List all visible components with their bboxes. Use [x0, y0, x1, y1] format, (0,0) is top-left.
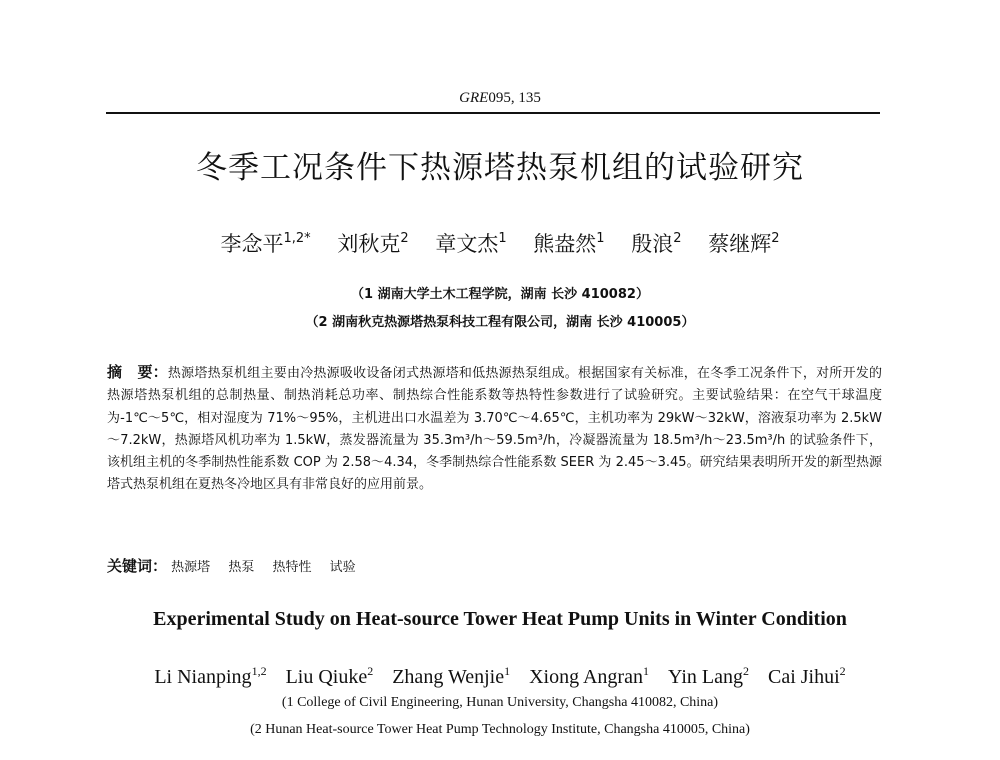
author-name: 熊盎然: [533, 232, 597, 256]
keywords-label: 关键词：: [107, 557, 168, 575]
english-title: Experimental Study on Heat-source Tower Heat Pump Units in Winter Condition: [153, 608, 847, 630]
keyword: 试验: [329, 560, 356, 575]
chinese-author: [708, 232, 779, 256]
chinese-author: [631, 232, 681, 256]
keyword: 热泵: [228, 560, 255, 575]
english-author: [768, 666, 846, 688]
chinese-affiliation-1: （1 湖南大学土木工程学院，湖南 长沙 410082）: [351, 287, 649, 302]
author-affiliation-mark: 2: [839, 664, 846, 678]
english-author-list: [0, 664, 1000, 689]
english-affiliation-2: (2 Hunan Heat-source Tower Heat Pump Technology Institute, Changsha 410005, China): [250, 722, 750, 737]
author-name: Liu Qiuke: [285, 666, 368, 688]
author-affiliation-mark: 2: [771, 231, 780, 246]
chinese-author: [435, 232, 506, 256]
chinese-author-list: [0, 228, 1000, 258]
english-author: [668, 666, 749, 688]
chinese-title: 冬季工况条件下热源塔热泵机组的试验研究: [196, 150, 804, 186]
author-affiliation-mark: 1,2*: [283, 231, 311, 246]
header-divider: [106, 112, 880, 114]
keyword: 热源塔: [171, 560, 211, 575]
author-affiliation-mark: 1: [596, 231, 605, 246]
author-name: 蔡继辉: [708, 232, 772, 256]
author-affiliation-mark: 1: [642, 664, 649, 678]
author-affiliation-mark: 1: [504, 664, 511, 678]
author-name: Li Nianping: [154, 666, 252, 688]
chinese-abstract: [107, 361, 882, 497]
running-header-code: [0, 90, 1000, 107]
english-author: [529, 666, 649, 688]
abstract-text: 热源塔热泵机组主要由冷热源吸收设备闭式热源塔和低热源热泵组成。根据国家有关标准，在冬季工况条件下，对所开发的热源塔热泵机组的总制热量、制热消耗总功率、制热综合性能系数等热特性参数进行了试验研究。主要试验结果：在空气干球温度为-1℃～5℃，相对湿度为 71%～95%，主机进出口水温差为 3.70℃～4.65℃，主机功率为 29kW～32kW，溶液泵功率为 2.5kW～7.2kW，热源塔风机功率为 1.5kW，蒸发器流量为 35.3m³/h～59.5m³/h，冷凝器流量为 18.5m³/h～23.5m³/h 的试验条件下，该机组主机的冬季制热性能系数 COP 为 2.58～4.34，冬季制热综合性能系数 SEER 为 2.45～3.45。研究结果表明所开发的新型热源塔式热泵机组在夏热冬冷地区具有非常良好的应用前景。: [107, 366, 882, 493]
abstract-label: 摘 要：: [107, 363, 168, 381]
english-author: [392, 666, 510, 688]
author-name: Yin Lang: [667, 666, 743, 688]
author-name: Xiong Angran: [529, 666, 643, 688]
english-author: [286, 666, 374, 688]
author-affiliation-mark: 2: [673, 231, 682, 246]
author-affiliation-mark: 2: [742, 664, 749, 678]
author-affiliation-mark: 1: [498, 231, 507, 246]
chinese-keywords: [107, 555, 370, 576]
header-code-number: 095, 135: [488, 90, 541, 106]
author-name: Cai Jihui: [767, 666, 840, 688]
keyword: 热特性: [272, 560, 312, 575]
header-code-prefix: GRE: [459, 90, 489, 106]
author-name: 李念平: [220, 232, 284, 256]
author-affiliation-mark: 2: [367, 664, 374, 678]
english-author: [154, 666, 266, 688]
chinese-affiliation-2: （2 湖南秋克热源塔热泵科技工程有限公司，湖南 长沙 410005）: [305, 315, 695, 330]
chinese-author: [337, 232, 408, 256]
author-name: 章文杰: [435, 232, 499, 256]
chinese-author: [220, 232, 310, 256]
author-name: 殷浪: [631, 232, 674, 256]
author-affiliation-mark: 1,2: [251, 664, 267, 678]
author-name: 刘秋克: [337, 232, 401, 256]
english-affiliation-1: (1 College of Civil Engineering, Hunan University, Changsha 410082, China): [281, 695, 719, 710]
author-affiliation-mark: 2: [400, 231, 409, 246]
author-name: Zhang Wenjie: [392, 666, 505, 688]
chinese-author: [533, 232, 604, 256]
